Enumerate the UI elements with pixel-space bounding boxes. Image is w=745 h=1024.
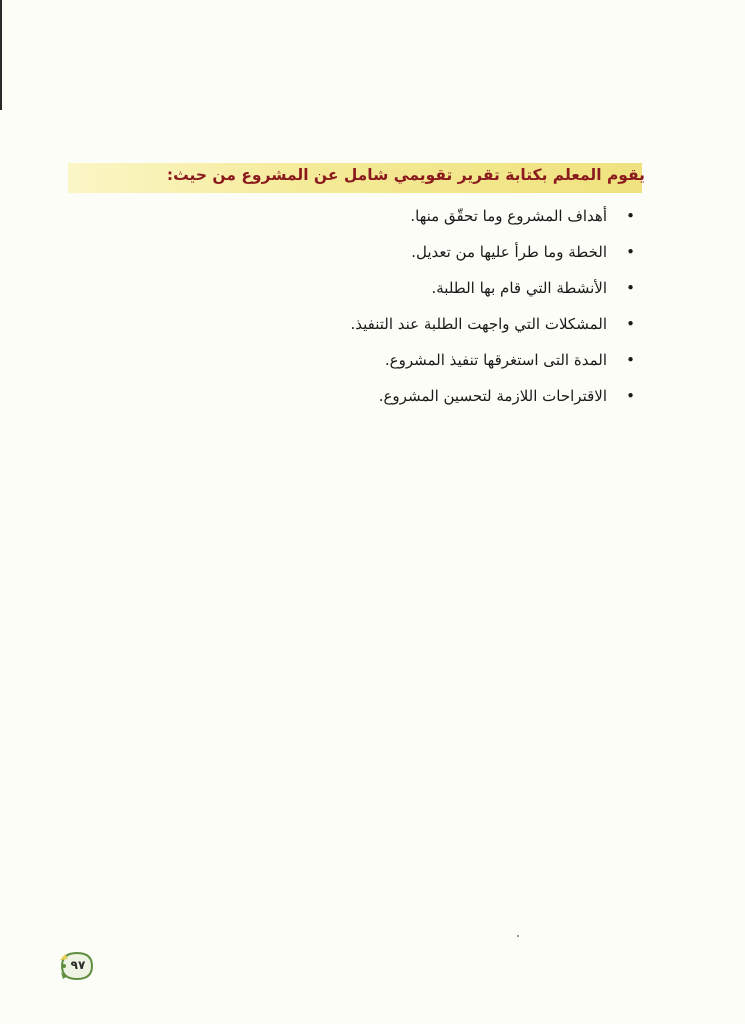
list-item-text: الخطة وما طرأ عليها من تعديل. [411,243,607,261]
evaluation-points-list [350,202,635,418]
list-item [350,202,635,238]
page-number: ٩٧ [70,958,86,972]
scan-page-edge [0,0,2,110]
bullet-icon: • [626,387,635,405]
page-number-badge [58,950,96,982]
list-item [350,238,635,274]
list-item [350,346,635,382]
list-item-text: المشكلات التي واجهت الطلبة عند التنفيذ. [350,315,607,333]
list-item [350,382,635,418]
list-item [350,310,635,346]
list-item-text: الأنشطة التي قام بها الطلبة. [431,279,607,297]
section-heading: يقوم المعلم بكتابة تقرير تقويمي شامل عن المشروع من حيث: [166,166,645,184]
list-item-text: أهداف المشروع وما تحقّق منها. [410,207,607,225]
scan-speck [517,935,519,937]
list-item-text: المدة التى استغرقها تنفيذ المشروع. [384,351,607,369]
bullet-icon: • [626,243,635,261]
list-item [350,274,635,310]
list-item-text: الاقتراحات اللازمة لتحسين المشروع. [378,387,607,405]
bullet-icon: • [626,351,635,369]
bullet-icon: • [626,279,635,297]
bullet-icon: • [626,315,635,333]
bullet-icon: • [626,207,635,225]
